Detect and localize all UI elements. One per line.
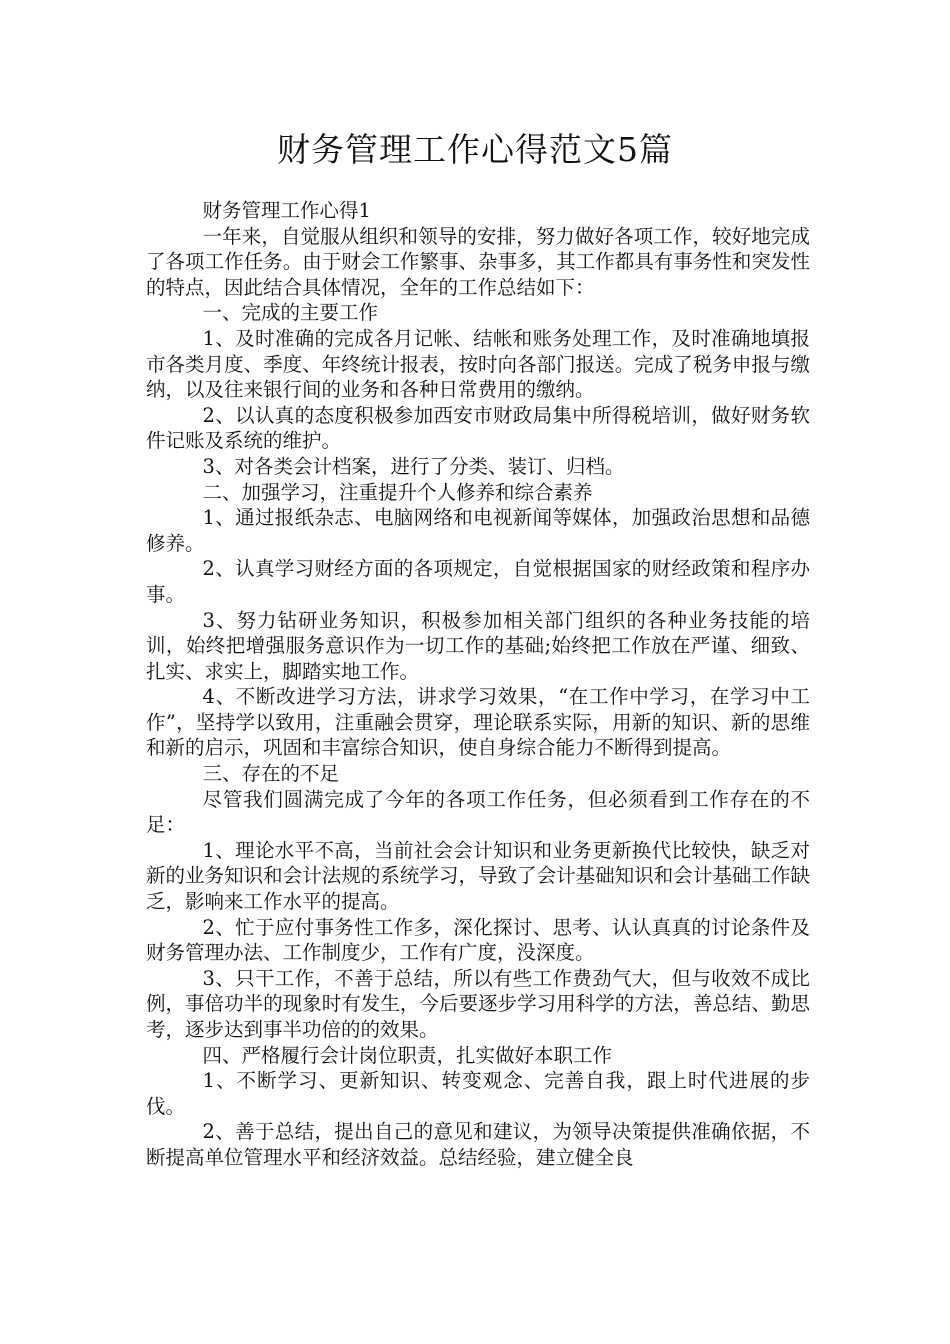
- paragraph: 2、认真学习财经方面的各项规定，自觉根据国家的财经政策和程序办事。: [146, 557, 810, 606]
- paragraph: 1、及时准确的完成各月记帐、结帐和账务处理工作，及时准确地填报市各类月度、季度、年终统计报表，按时向各部门报送。完成了税务申报与缴纳，以及往来银行间的业务和各种日常费用的缴纳。: [146, 326, 810, 402]
- paragraph: 1、通过报纸杂志、电脑网络和电视新闻等媒体，加强政治思想和品德修养。: [146, 506, 810, 555]
- paragraph: 尽管我们圆满完成了今年的各项工作任务，但必须看到工作存在的不足：: [146, 787, 810, 837]
- document-title: 财务管理工作心得范文5篇: [277, 130, 673, 169]
- document-body: [146, 198, 810, 1171]
- paragraph: 一年来，自觉服从组织和领导的安排，努力做好各项工作，较好地完成了各项工作任务。由于财会工作繁事、杂事多，其工作都具有事务性和突发性的特点，因此结合具体情况，全年的工作总结如下：: [146, 224, 810, 299]
- paragraph: 3、只干工作，不善于总结，所以有些工作费劲气大，但与收效不成比例，事倍功半的现象时有发生，今后要逐步学习用科学的方法，善总结、勤思考，逐步达到事半功倍的的效果。: [146, 966, 810, 1041]
- section-heading: 三、存在的不足: [202, 762, 340, 786]
- section-heading: 二、加强学习，注重提升个人修养和综合素养: [202, 480, 593, 504]
- paragraph: 2、忙于应付事务性工作多，深化探讨、思考、认认真真的讨论条件及财务管理办法、工作制度少，工作有广度，没深度。: [146, 915, 810, 965]
- paragraph: 2、善于总结，提出自己的意见和建议，为领导决策提供准确依据，不断提高单位管理水平和经济效益。总结经验，建立健全良: [146, 1120, 810, 1169]
- paragraph: 3、对各类会计档案，进行了分类、装订、归档。: [202, 454, 625, 478]
- paragraph: 1、不断学习、更新知识、转变观念、完善自我，跟上时代进展的步伐。: [146, 1069, 810, 1118]
- section-heading: 一、完成的主要工作: [202, 301, 379, 325]
- paragraph: 1、理论水平不高，当前社会会计知识和业务更新换代比较快，缺乏对新的业务知识和会计法规的系统学习，导致了会计基础知识和会计基础工作缺乏，影响来工作水平的提高。: [146, 838, 810, 914]
- section-heading: 四、严格履行会计岗位职责，扎实做好本职工作: [202, 1043, 613, 1067]
- paragraph: 4、不断改进学习方法，讲求学习效果，“在工作中学习，在学习中工作”，坚持学以致用，注重融会贯穿，理论联系实际，用新的知识、新的思维和新的启示，巩固和丰富综合知识，使自身综合能力不断得到提高。: [146, 685, 810, 760]
- paragraph: 2、以认真的态度积极参加西安市财政局集中所得税培训，做好财务软件记账及系统的维护。: [146, 403, 810, 453]
- section-heading: 财务管理工作心得1: [202, 199, 371, 222]
- paragraph: 3、努力钻研业务知识，积极参加相关部门组织的各种业务技能的培训，始终把增强服务意识作为一切工作的基础;始终把工作放在严谨、细致、扎实、求实上，脚踏实地工作。: [146, 608, 810, 683]
